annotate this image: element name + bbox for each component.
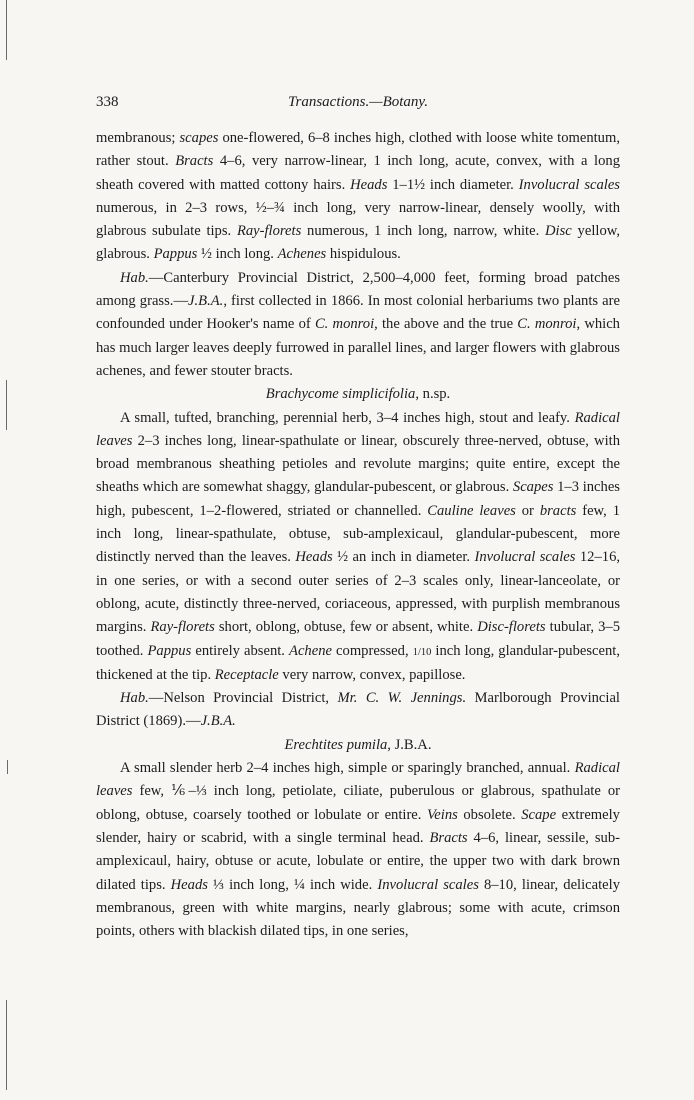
species-description: A small slender herb 2–4 inches high, simple or sparingly branched, annual. Radical leaves few, ⅙–⅓ inch long, petiolate, ciliate, puberulous or glabrous, spathulate or oblong, obtuse, coarsely toothed or lobulate or entire. Veins obsolete. Scape extremely slender, hairy or scabrid, with a single terminal head. Bracts 4–6, linear, sessile, sub-amplexicaul, hairy, obtuse or acute, lobulate or entire, the upper two with dark brown dilated tips. Heads ⅓ inch long, ¼ inch wide. Involucral scales 8–10, linear, delicately membranous, green with white margins, nearly glabrous; some with acute, crimson points, others with blackish dilated tips, in one series, [96, 760, 620, 940]
description-continued: membranous; scapes one-flowered, 6–8 inches high, clothed with loose white tomentum, rather stout. Bracts 4–6, very narrow-linear, 1 inch long, acute, convex, with a long sheath covered with matted cottony hairs. Heads 1–1½ inch diameter. Involucral scales numerous, in 2–3 rows, ½–¾ inch long, very narrow-linear, densely woolly, with glabrous subulate tips. Ray-florets numerous, 1 inch long, narrow, white. Disc yellow, glabrous. Pappus ½ inch long. Achenes hispidulous. [96, 130, 621, 263]
running-title: Transactions.—Botany. [287, 94, 429, 110]
scan-edge-mark [6, 1000, 7, 1090]
habitat-paragraph: Hab.—Canterbury Provincial District, 2,500–4,000 feet, forming broad patches among grass.—J.B.A., first collected in 1866. In most colonial herbariums two plants are confounded under Hooker's name of C. monroi, the above and the true C. monroi, which has much larger leaves deeply furrowed in parallel lines, and larger flowers with glabrous achenes, and fewer stouter bracts. [96, 269, 620, 379]
page-header [96, 94, 620, 116]
page-body [96, 127, 620, 943]
species-description: A small, tufted, branching, perennial herb, 3–4 inches high, stout and leafy. Radical leaves 2–3 inches long, linear-spathulate or linear, obscurely three-nerved, obtuse, with broad membranous sheathing petioles and revolute margins; quite entire, except the sheaths which are somewhat shaggy, glandular-pubescent, or glabrous. Scapes 1–3 inches high, pubescent, 1–2-flowered, striated or channelled. Cauline leaves or bracts few, 1 inch long, linear-spathulate, obtuse, sub-amplexicaul, glandular-pubescent, more distinctly nerved than the leaves. Heads ½ an inch in diameter. Involucral scales 12–16, in one series, or with a second outer series of 2–3 scales only, linear-lanceolate, or oblong, acute, distinctly three-nerved, coriaceous, appressed, with purplish membranous margins. Ray-florets short, oblong, obtuse, few or absent, white. Disc-florets tubular, 3–5 toothed. Pappus entirely absent. Achene compressed, 1/10 inch long, glandular-pubescent, thickened at the tip. Receptacle very narrow, convex, papillose. [96, 409, 621, 683]
species-heading: Brachycome simplicifolia, n.sp. [265, 386, 451, 403]
scan-edge-mark [6, 380, 7, 430]
species-heading: Erechtites pumila, J.B.A. [284, 736, 432, 753]
scan-edge-mark [6, 0, 7, 60]
habitat-paragraph: Hab.—Nelson Provincial District, Mr. C. W. Jennings. Marlborough Provincial District (1869).—J.B.A. [96, 690, 620, 730]
scan-edge-mark [7, 760, 8, 774]
page-number: 338 [96, 94, 119, 110]
